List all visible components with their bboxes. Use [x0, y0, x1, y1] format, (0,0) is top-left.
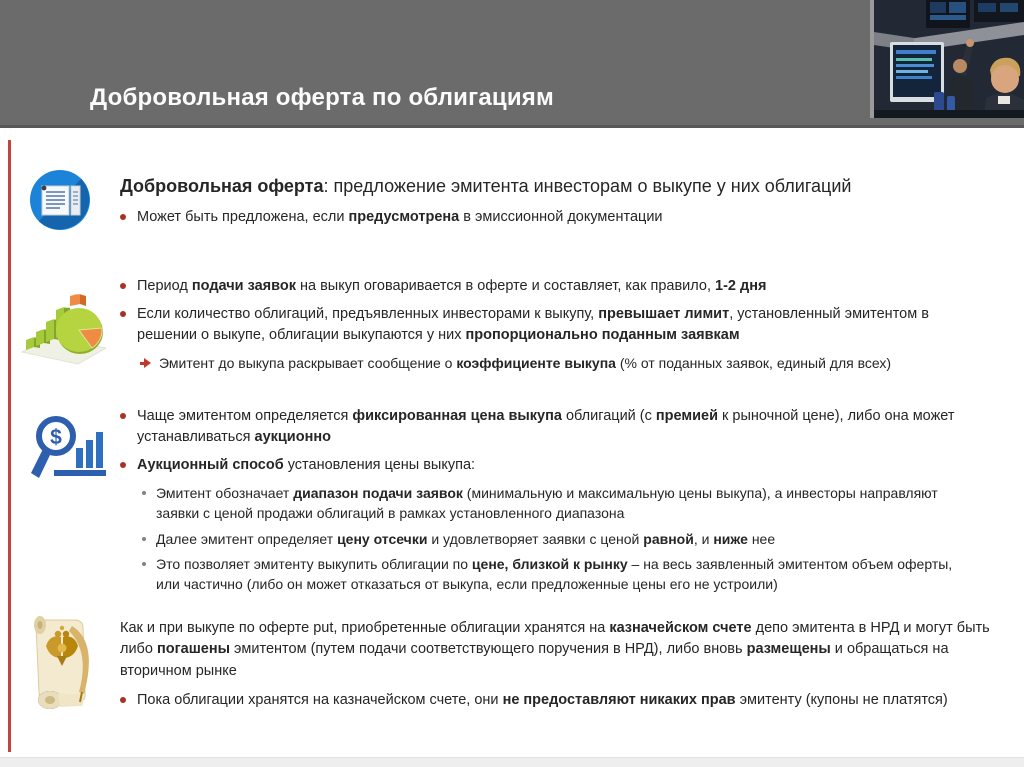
bullet-item: [140, 353, 965, 373]
section-treasury-account: [0, 608, 1010, 718]
bullet-dot-icon: [120, 462, 126, 468]
scroll-eagle-quill-icon: [28, 610, 100, 721]
bottom-strip: [0, 757, 1024, 767]
svg-text:$: $: [50, 426, 62, 449]
trading-floor-photo: [870, 0, 1024, 118]
bullet-dot-icon: [120, 413, 126, 419]
section-paragraph: Как и при выкупе по оферте put, приобретенные облигации хранятся на казначейском счете депо эмитента в НРД и могут быть либо погашены эмитентом (путем подачи соответствующего поручения в НРД), либо вновь размещены и обращаться на вторичном рынке: [120, 620, 990, 679]
section-heading: Добровольная оферта: предложение эмитента инвесторам о выкупе у них облигаций: [120, 176, 852, 196]
section-definition: [0, 166, 1010, 235]
bullet-item: [120, 690, 1005, 711]
bullet-text: Чаще эмитентом определяется фиксированная цена выкупа облигаций (с премией к рыночной цене), либо она может устанавливаться аукционно: [137, 408, 955, 446]
bullet-text: Эмитент до выкупа раскрывает сообщение о коэффициенте выкупа (% от поданных заявок, единый для всех): [159, 355, 892, 372]
section-application-period: [0, 274, 1010, 378]
growth-chart-pie-icon: [18, 288, 106, 371]
bullet-dot-icon: [120, 311, 126, 317]
bullet-dot-icon: [120, 214, 126, 220]
bullet-text: Аукционный способ установления цены выкупа:: [137, 457, 476, 474]
bullet-item: [120, 455, 965, 476]
bullet-item: [120, 406, 965, 448]
bullet-item: [120, 207, 965, 228]
bullet-text: Эмитент обозначает диапазон подачи заявок (минимальную и максимальную цены выкупа), а инвесторы направляют заявки с ценой продажи облигаций в рамках установленного диапазона: [156, 485, 938, 522]
magnifier-dollar-chart-icon: [24, 410, 106, 491]
document-note-icon: [28, 168, 92, 237]
bullet-item: [140, 554, 965, 595]
bullet-text: Пока облигации хранятся на казначейском счете, они не предоставляют никаких прав эмитенту (купоны не платятся): [137, 692, 948, 709]
bullet-text: Период подачи заявок на выкуп оговаривается в оферте и составляет, как правило, 1-2 дня: [137, 278, 767, 294]
section-buyback-price: [0, 406, 1010, 600]
bullet-item: [120, 276, 965, 297]
bullet-text: Может быть предложена, если предусмотрена в эмиссионной документации: [137, 209, 663, 226]
bullet-text: Далее эмитент определяет цену отсечки и удовлетворяет заявки с ценой равной, и ниже нее: [156, 530, 776, 547]
trading-floor-illustration: [874, 0, 1024, 118]
bullet-item: [140, 529, 965, 549]
bullet-item: [120, 304, 965, 346]
bullet-item: [140, 483, 965, 524]
sub-bullet-dot-icon: [142, 562, 146, 566]
page-title: Добровольная оферта по облигациям: [90, 84, 554, 111]
slide-header: [0, 0, 1024, 128]
bullet-text: Это позволяет эмитенту выкупить облигации по цене, близкой к рынку – на весь заявленный эмитентом объем оферты, или частично (либо он может отказаться от выкупа, если предложенные цены его не устроили): [156, 555, 953, 593]
sub-bullet-dot-icon: [142, 491, 146, 495]
sub-bullet-dot-icon: [142, 537, 146, 541]
bullet-dot-icon: [120, 283, 126, 289]
bullet-dot-icon: [120, 697, 126, 703]
arrow-bullet-icon: [140, 358, 151, 368]
bullet-text: Если количество облигаций, предъявленных инвесторами к выкупу, превышает лимит, установленный эмитентом в решении о выкупе, облигации выкупаются у них пропорционально поданным заявкам: [137, 306, 929, 344]
